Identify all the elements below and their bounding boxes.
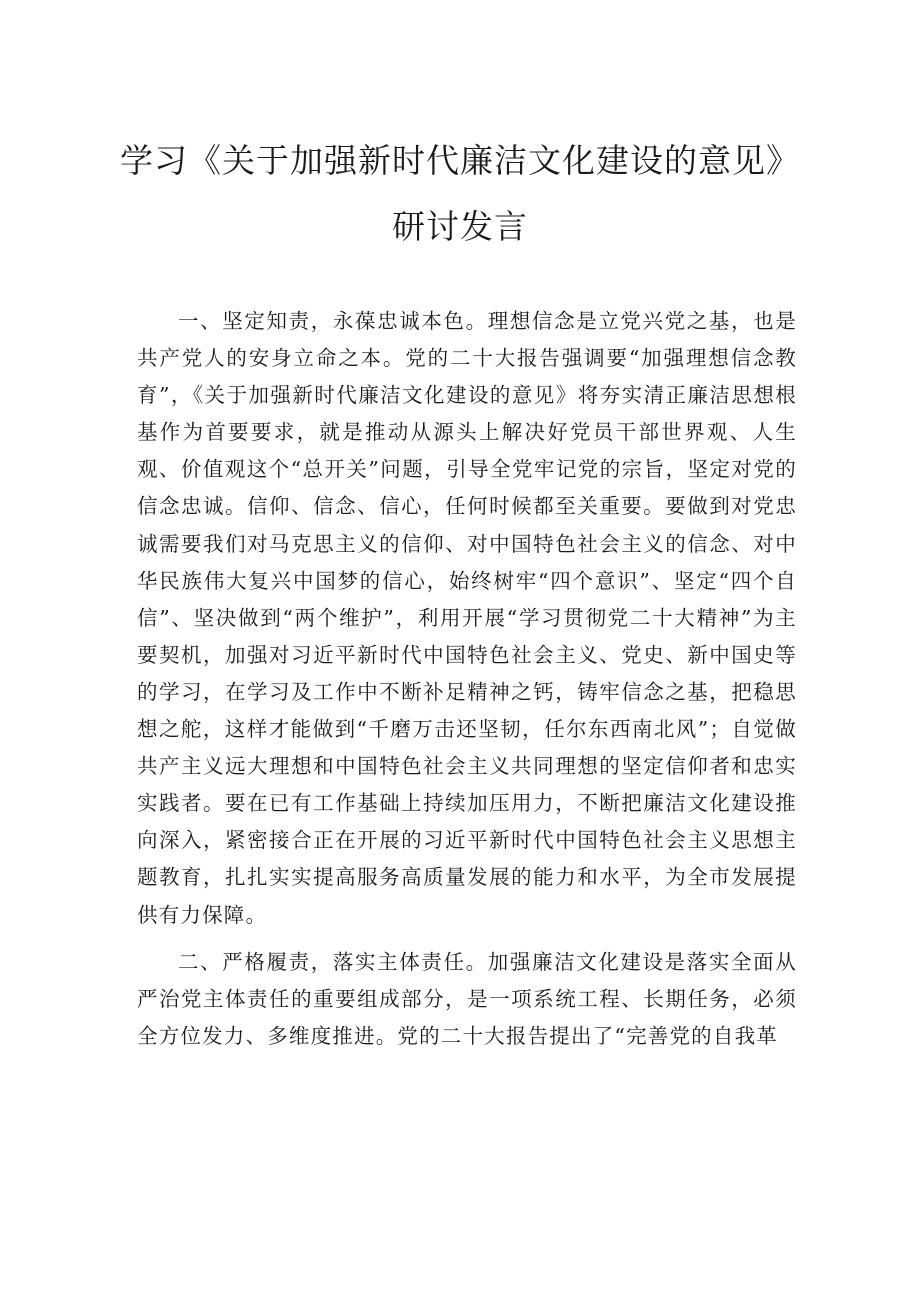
paragraph: 一、坚定知责，永葆忠诚本色。理想信念是立党兴党之基，也是共产党人的安身立命之本。党的二十大报告强调要“加强理想信念教育”，《关于加强新时代廉洁文化建设的意见》将夯实清正廉洁思想根基作为首要要求，就是推动从源头上解决好党员干部世界观、人生观、价值观这个“总开关”问题，引导全党牢记党的宗旨，坚定对党的信念忠诚。信仰、信念、信心，任何时候都至关重要。要做到对党忠诚需要我们对马克思主义的信仰、对中国特色社会主义的信念、对中华民族伟大复兴中国梦的信心，始终树牢“四个意识”、坚定“四个自信”、坚决做到“两个维护”，利用开展“学习贯彻党二十大精神”为主要契机，加强对习近平新时代中国特色社会主义、党史、新中国史等的学习，在学习及工作中不断补足精神之钙，铸牢信念之基，把稳思想之舵，这样才能做到“千磨万击还坚韧，任尔东西南北风”；自觉做共产主义远大理想和中国特色社会主义共同理想的坚定信仰者和忠实实践者。要在已有工作基础上持续加压用力，不断把廉洁文化建设推向深入，紧密接合正在开展的习近平新时代中国特色社会主义思想主题教育，扎扎实实提高服务高质量发展的能力和水平，为全市发展提供有力保障。 (137, 309, 797, 927)
document-body (137, 303, 797, 1065)
document-title: 学习《关于加强新时代廉洁文化建设的意见》研讨发言 (120, 141, 800, 246)
paragraph: 二、严格履责，落实主体责任。加强廉洁文化建设是落实全面从严治党主体责任的重要组成部分，是一项系统工程、长期任务，必须全方位发力、多维度推进。党的二十大报告提出了“完善党的自我革 (137, 949, 797, 1048)
